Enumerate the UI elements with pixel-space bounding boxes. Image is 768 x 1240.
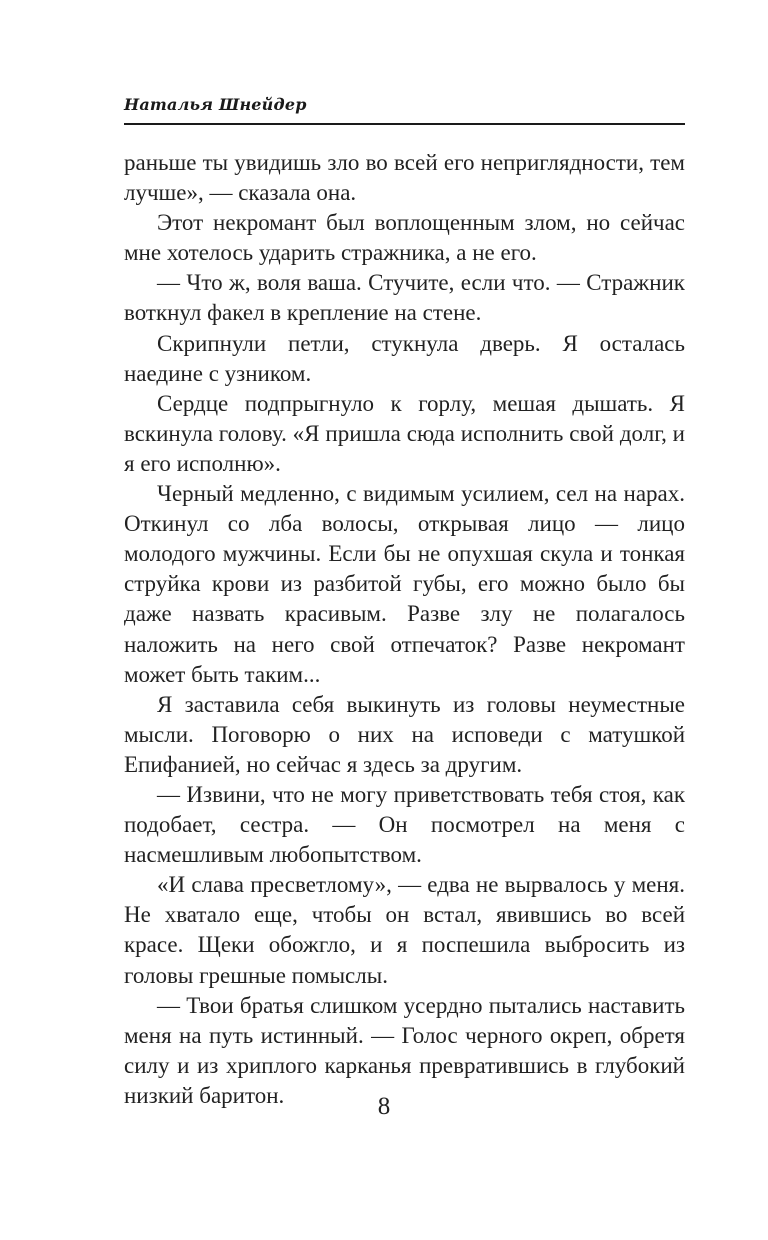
paragraph-7: Я заставила себя выкинуть из головы неуместные мысли. Поговорю о них на исповеди с матушкой Епифанией, но сейчас я здесь за другим. [124,691,685,777]
page-number: 8 [377,1093,391,1120]
paragraph-10: — Твои братья слишком усердно пытались наставить меня на путь истинный. — Голос черного окреп, обретя силу и из хриплого карканья превратившись в глубокий низкий баритон. [124,992,685,1108]
paragraph-4: Скрипнули петли, стукнула дверь. Я осталась наедине с узником. [124,330,685,386]
paragraph-8: — Извини, что не могу приветствовать тебя стоя, как подобает, сестра. — Он посмотрел на меня с насмешливым любопытством. [124,781,685,868]
paragraph-9: «И слава пресветлому», — едва не вырвалось у меня. Не хватало еще, чтобы он встал, явившись во всей красе. Щеки обожгло, и я поспешила выбросить из головы грешные помыслы. [124,872,685,988]
paragraph-5: Сердце подпрыгнуло к горлу, мешая дышать. Я вскинула голову. «Я пришла сюда исполнить свой долг, и я его исполню». [124,390,685,476]
paragraph-1: раньше ты увидишь зло во всей его неприглядности, тем лучше», — сказала она. [124,150,685,206]
author-name: Наталья Шнейдер [124,95,307,114]
paragraph-3: — Что ж, воля ваша. Стучите, если что. — Стражник воткнул факел в крепление на стене. [124,270,685,326]
paragraph-6: Черный медленно, с видимым усилием, сел на нарах. Откинул со лба волосы, открывая лицо — лицо молодого мужчины. Если бы не опухшая скула и тонкая струйка крови из разбитой губы, его можно было бы даже назвать красивым. Разве злу не полагалось наложить на него свой отпечаток? Разве некромант может быть таким... [124,481,685,687]
running-header [124,93,685,125]
body-text [124,148,685,1111]
paragraph-2: Этот некромант был воплощенным злом, но сейчас мне хотелось ударить стражника, а не его. [124,210,685,266]
